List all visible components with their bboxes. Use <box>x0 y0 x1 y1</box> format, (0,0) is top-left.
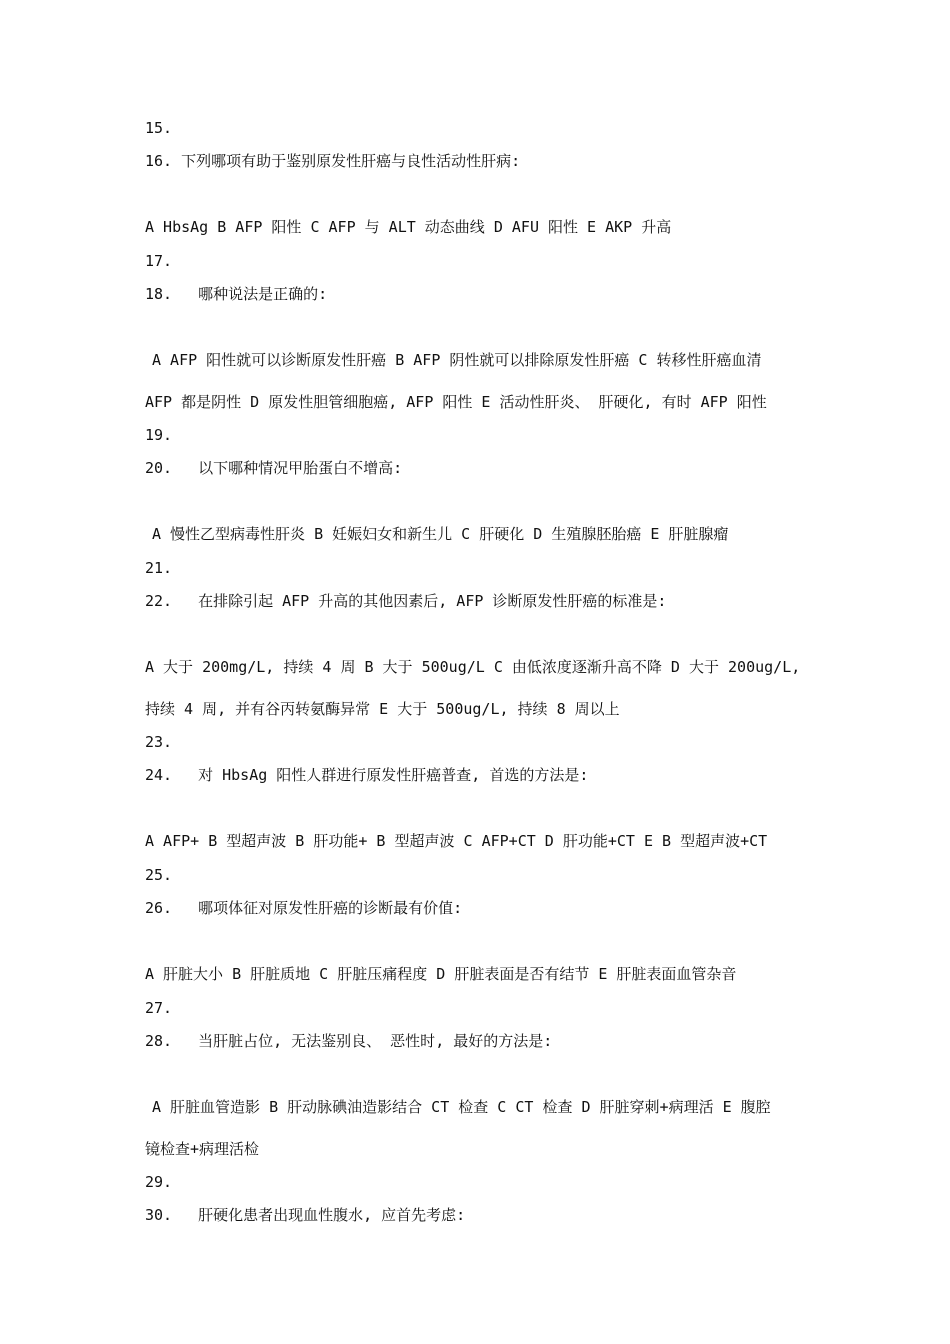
question-text: 哪项体征对原发性肝癌的诊断最有价值: <box>198 899 463 917</box>
question-22 <box>145 591 666 611</box>
options-24: A AFP+ B 型超声波 B 肝功能+ B 型超声波 C AFP+CT D 肝功能+CT E B 型超声波+CT <box>145 832 768 850</box>
question-16: 16. 下列哪项有助于鉴别原发性肝癌与良性活动性肝病: <box>145 152 521 170</box>
question-number: 22. <box>145 592 173 610</box>
options-28-line1: A 肝脏血管造影 B 肝动脉碘油造影结合 CT 检查 C CT 检查 D 肝脏穿刺+病理活 E 腹腔 <box>152 1098 771 1116</box>
options-28-line2: 镜检查+病理活检 <box>145 1140 260 1158</box>
question-28 <box>145 1031 552 1051</box>
question-text: 以下哪种情况甲胎蛋白不增高: <box>198 459 403 477</box>
question-number: 30. <box>145 1206 173 1224</box>
question-30 <box>145 1205 465 1225</box>
question-number: 26. <box>145 899 173 917</box>
question-number: 24. <box>145 766 173 784</box>
question-number: 18. <box>145 285 173 303</box>
question-text: 在排除引起 AFP 升高的其他因素后, AFP 诊断原发性肝癌的标准是: <box>198 592 667 610</box>
options-22-line2: 持续 4 周, 并有谷丙转氨酶异常 E 大于 500ug/L, 持续 8 周以上 <box>145 700 620 718</box>
item-23: 23. <box>145 733 173 751</box>
item-29: 29. <box>145 1173 173 1191</box>
item-27: 27. <box>145 999 173 1017</box>
options-26: A 肝脏大小 B 肝脏质地 C 肝脏压痛程度 D 肝脏表面是否有结节 E 肝脏表面血管杂音 <box>145 965 737 983</box>
question-18 <box>145 284 327 304</box>
item-21: 21. <box>145 559 173 577</box>
question-text: 当肝脏占位, 无法鉴别良、 恶性时, 最好的方法是: <box>198 1032 553 1050</box>
options-16: A HbsAg B AFP 阳性 C AFP 与 ALT 动态曲线 D AFU 阳性 E AKP 升高 <box>145 218 672 236</box>
options-22-line1: A 大于 200mg/L, 持续 4 周 B 大于 500ug/L C 由低浓度逐渐升高不降 D 大于 200ug/L, <box>145 658 801 676</box>
options-20: A 慢性乙型病毒性肝炎 B 妊娠妇女和新生儿 C 肝硬化 D 生殖腺胚胎癌 E 肝脏腺瘤 <box>152 525 729 543</box>
question-number: 28. <box>145 1032 173 1050</box>
item-15: 15. <box>145 119 173 137</box>
question-text: 对 HbsAg 阳性人群进行原发性肝癌普查, 首选的方法是: <box>198 766 589 784</box>
question-20 <box>145 458 402 478</box>
options-18-line2: AFP 都是阴性 D 原发性胆管细胞癌, AFP 阳性 E 活动性肝炎、 肝硬化, 有时 AFP 阳性 <box>145 393 767 411</box>
item-25: 25. <box>145 866 173 884</box>
question-text: 肝硬化患者出现血性腹水, 应首先考虑: <box>198 1206 466 1224</box>
item-19: 19. <box>145 426 173 444</box>
item-17: 17. <box>145 252 173 270</box>
question-24 <box>145 765 588 785</box>
options-18-line1: A AFP 阳性就可以诊断原发性肝癌 B AFP 阴性就可以排除原发性肝癌 C 转移性肝癌血清 <box>152 351 762 369</box>
question-number: 20. <box>145 459 173 477</box>
question-text: 哪种说法是正确的: <box>198 285 328 303</box>
question-26 <box>145 898 462 918</box>
